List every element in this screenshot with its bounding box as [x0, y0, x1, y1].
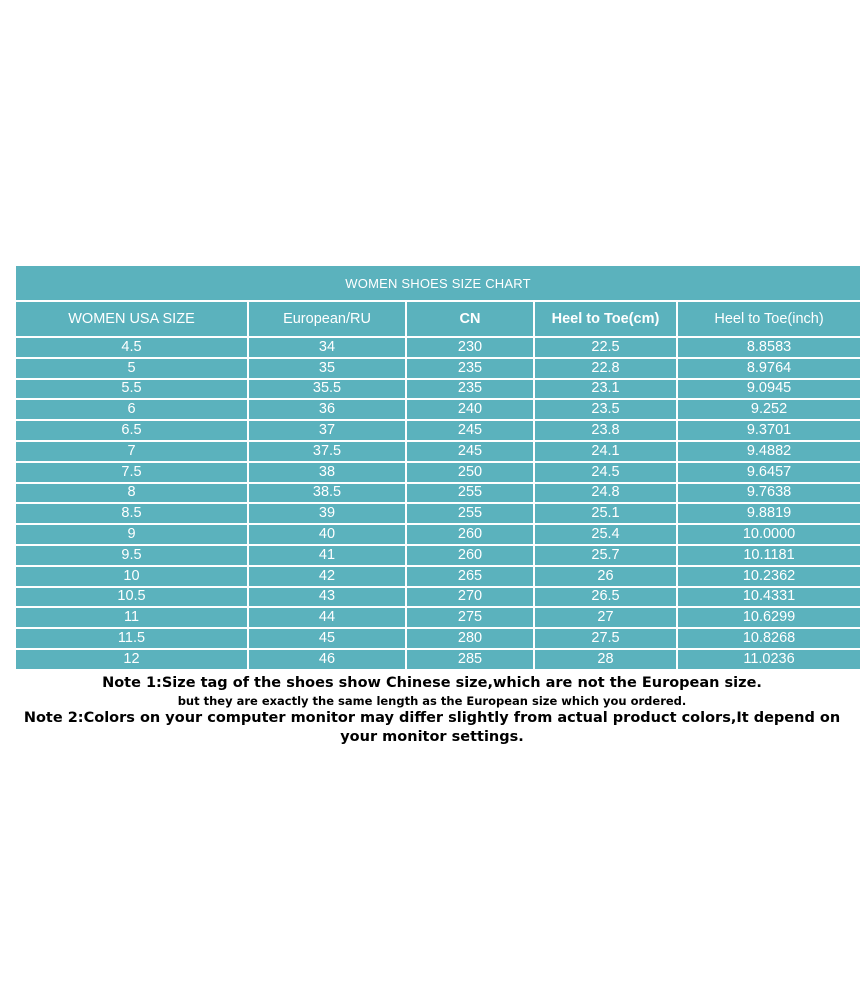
table-title-row [15, 265, 861, 301]
table-cell: 36 [248, 399, 406, 420]
table-row [15, 441, 861, 462]
table-cell: 240 [406, 399, 534, 420]
table-cell: 9.4882 [677, 441, 861, 462]
table-row [15, 524, 861, 545]
header-women-usa-size: WOMEN USA SIZE [15, 301, 248, 337]
table-title: WOMEN SHOES SIZE CHART [15, 265, 861, 301]
table-cell: 8 [15, 483, 248, 504]
table-cell: 25.7 [534, 545, 677, 566]
table-cell: 235 [406, 358, 534, 379]
table-cell: 255 [406, 503, 534, 524]
table-cell: 10 [15, 566, 248, 587]
table-cell: 43 [248, 587, 406, 608]
table-cell: 26.5 [534, 587, 677, 608]
table-cell: 46 [248, 649, 406, 670]
table-row [15, 379, 861, 400]
table-row [15, 649, 861, 670]
table-row [15, 607, 861, 628]
table-cell: 235 [406, 379, 534, 400]
table-cell: 11.0236 [677, 649, 861, 670]
table-cell: 6 [15, 399, 248, 420]
table-cell: 35.5 [248, 379, 406, 400]
table-cell: 39 [248, 503, 406, 524]
table-cell: 25.4 [534, 524, 677, 545]
table-row [15, 566, 861, 587]
table-cell: 10.4331 [677, 587, 861, 608]
header-cn: CN [406, 301, 534, 337]
table-cell: 7.5 [15, 462, 248, 483]
table-cell: 40 [248, 524, 406, 545]
table-cell: 260 [406, 545, 534, 566]
table-row [15, 462, 861, 483]
note-2: Note 2:Colors on your computer monitor may differ slightly from actual product colors,It depend on your monitor settings. [23, 710, 841, 745]
table-cell: 260 [406, 524, 534, 545]
table-cell: 8.9764 [677, 358, 861, 379]
table-cell: 27.5 [534, 628, 677, 649]
table-cell: 5 [15, 358, 248, 379]
table-cell: 285 [406, 649, 534, 670]
table-cell: 9.7638 [677, 483, 861, 504]
table-row [15, 483, 861, 504]
table-row [15, 420, 861, 441]
table-cell: 10.5 [15, 587, 248, 608]
table-cell: 27 [534, 607, 677, 628]
table-cell: 245 [406, 420, 534, 441]
table-cell: 9 [15, 524, 248, 545]
header-heel-to-toe-inch: Heel to Toe(inch) [677, 301, 861, 337]
table-row [15, 337, 861, 358]
table-row [15, 358, 861, 379]
table-cell: 9.3701 [677, 420, 861, 441]
table-cell: 37.5 [248, 441, 406, 462]
table-row [15, 545, 861, 566]
table-cell: 275 [406, 607, 534, 628]
table-cell: 9.5 [15, 545, 248, 566]
table-cell: 38.5 [248, 483, 406, 504]
table-cell: 8.5 [15, 503, 248, 524]
table-cell: 22.8 [534, 358, 677, 379]
table-cell: 26 [534, 566, 677, 587]
table-cell: 9.0945 [677, 379, 861, 400]
table-header-row [15, 301, 861, 337]
table-cell: 23.1 [534, 379, 677, 400]
table-cell: 41 [248, 545, 406, 566]
table-cell: 34 [248, 337, 406, 358]
notes [0, 674, 864, 747]
table-cell: 6.5 [15, 420, 248, 441]
table-cell: 12 [15, 649, 248, 670]
table-cell: 230 [406, 337, 534, 358]
table-cell: 10.1181 [677, 545, 861, 566]
table-cell: 45 [248, 628, 406, 649]
table-cell: 28 [534, 649, 677, 670]
table-row [15, 587, 861, 608]
table-cell: 38 [248, 462, 406, 483]
table-cell: 42 [248, 566, 406, 587]
table-cell: 24.1 [534, 441, 677, 462]
table-cell: 10.8268 [677, 628, 861, 649]
table-cell: 23.8 [534, 420, 677, 441]
table-cell: 8.8583 [677, 337, 861, 358]
table-row [15, 628, 861, 649]
table-cell: 10.6299 [677, 607, 861, 628]
table-cell: 11.5 [15, 628, 248, 649]
table-cell: 23.5 [534, 399, 677, 420]
table-cell: 265 [406, 566, 534, 587]
note-1: Note 1:Size tag of the shoes show Chinese size,which are not the European size. [102, 675, 762, 691]
table-cell: 9.6457 [677, 462, 861, 483]
size-chart-table [14, 264, 862, 671]
table-cell: 11 [15, 607, 248, 628]
table-row [15, 399, 861, 420]
table-row [15, 503, 861, 524]
table-cell: 25.1 [534, 503, 677, 524]
table-cell: 37 [248, 420, 406, 441]
table-cell: 280 [406, 628, 534, 649]
table-body [15, 337, 861, 670]
table-cell: 270 [406, 587, 534, 608]
table-cell: 245 [406, 441, 534, 462]
table-cell: 250 [406, 462, 534, 483]
table-cell: 44 [248, 607, 406, 628]
header-european-ru: European/RU [248, 301, 406, 337]
table-cell: 9.8819 [677, 503, 861, 524]
table-cell: 35 [248, 358, 406, 379]
table-cell: 5.5 [15, 379, 248, 400]
note-1-subtext: but they are exactly the same length as the European size which you ordered. [177, 694, 687, 708]
table-cell: 4.5 [15, 337, 248, 358]
table-cell: 10.2362 [677, 566, 861, 587]
table-cell: 22.5 [534, 337, 677, 358]
table-cell: 10.0000 [677, 524, 861, 545]
table-cell: 24.8 [534, 483, 677, 504]
table-cell: 24.5 [534, 462, 677, 483]
table-cell: 255 [406, 483, 534, 504]
table-cell: 9.252 [677, 399, 861, 420]
table-cell: 7 [15, 441, 248, 462]
header-heel-to-toe-cm: Heel to Toe(cm) [534, 301, 677, 337]
